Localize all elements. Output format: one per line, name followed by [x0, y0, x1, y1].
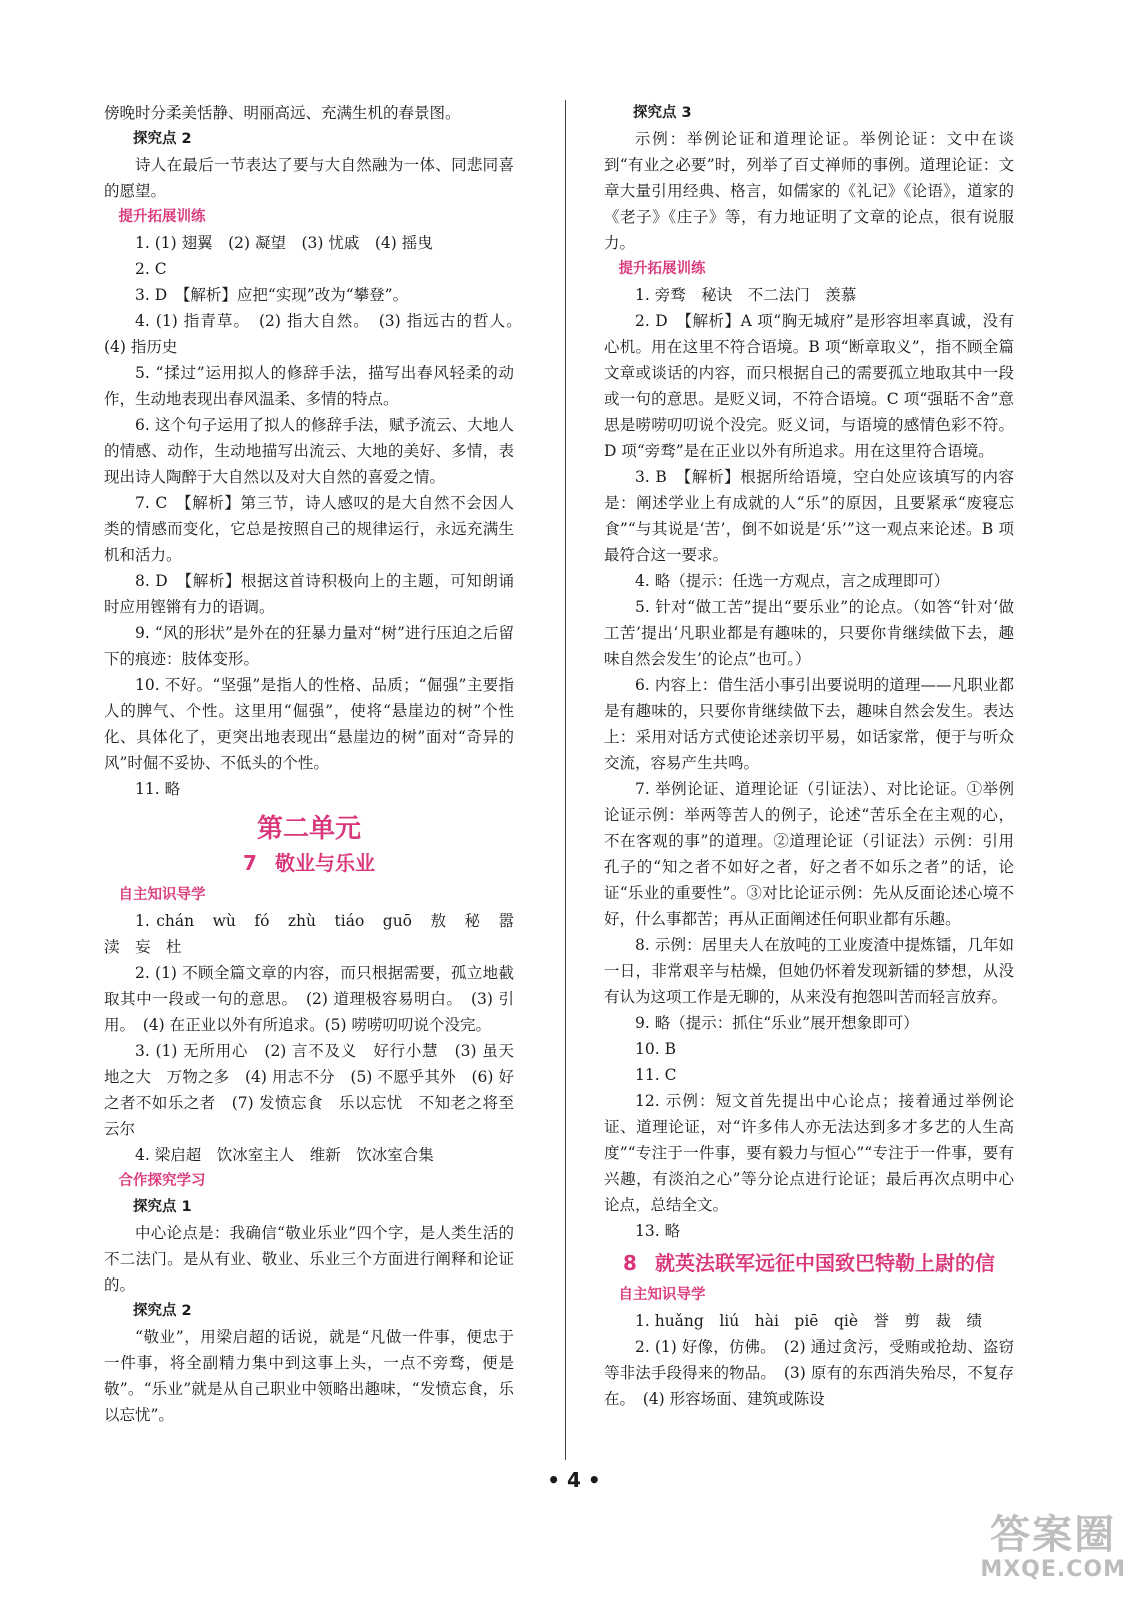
- answer-paragraph: 1. chán wù fó zhù tiáo guō 敖 秘 嚣 渎 妄 杜: [104, 912, 530, 956]
- answer-paragraph: 4. 梁启超 饮冰室主人 维新 饮冰室合集: [135, 1146, 434, 1164]
- answer-paragraph: 诗人在最后一节表达了要与大自然融为一体、同悲同喜的愿望。: [104, 156, 514, 200]
- answer-paragraph: 2. (1) 不顾全篇文章的内容，而只根据需要，孤立地截取其中一段或一句的意思。 (2) 道理极容易明白。 (3) 引用。 (4) 在正业以外有所追求。(5) 唠唠叨叨说个没完。: [104, 964, 514, 1034]
- section-heading: 提升拓展训练: [118, 209, 206, 225]
- watermark-logo: 答案圈: [990, 1512, 1117, 1558]
- page-number: • 4 •: [547, 1468, 601, 1492]
- right-column: [604, 100, 1014, 1412]
- answer-paragraph: 4. 略（提示：任选一方观点，言之成理即可）: [635, 572, 950, 590]
- section-heading: 提升拓展训练: [618, 261, 706, 277]
- answer-paragraph: 1. huǎng liú hài piē qiè 誉 剪 裁 绩: [635, 1312, 983, 1330]
- lesson-number: 8: [623, 1251, 637, 1275]
- lesson-number: 7: [243, 851, 257, 875]
- answer-paragraph: 1. 旁骛 秘诀 不二法门 羡慕: [635, 286, 857, 304]
- answer-paragraph: 6. 这个句子运用了拟人的修辞手法，赋予流云、大地人的情感、动作，生动地描写出流云、大地的美好、多情，表现出诗人陶醉于大自然以及对大自然的喜爱之情。: [104, 416, 514, 486]
- section-heading: 自主知识导学: [618, 1287, 706, 1303]
- column-divider: [565, 100, 566, 1460]
- answer-paragraph: 3. (1) 无所用心 (2) 言不及义 好行小慧 (3) 虽天地之大 万物之多 (4) 用志不分 (5) 不愿乎其外 (6) 好之者不如乐之者 (7) 发愤忘食 乐以忘忧 不知老之将至云尔: [104, 1042, 514, 1138]
- unit-title: 第二单元: [256, 814, 361, 844]
- section-heading: 合作探究学习: [118, 1173, 206, 1189]
- answer-paragraph: 11. 略: [135, 780, 181, 798]
- section-heading: 自主知识导学: [118, 887, 206, 903]
- answer-paragraph: 8. 示例：居里夫人在放吨的工业废渣中提炼镭，几年如一日，非常艰辛与枯燥，但她仍怀着发现新镭的梦想，从没有认为这项工作是无聊的，从来没有抱怨叫苦而轻言放弃。: [604, 936, 1014, 1006]
- answer-paragraph: 傍晚时分柔美恬静、明丽高远、充满生机的春景图。: [104, 104, 461, 122]
- answer-paragraph: 2. D 【解析】A 项“胸无城府”是形容坦率真诚，没有心机。用在这里不符合语境。B 项“断章取义”，指不顾全篇文章或谈话的内容，而只根据自己的需要孤立地取其中一段或一句的意思。是贬义词，不符合语境。C 项“强聒不舍”意思是唠唠叨叨说个没完。贬义词，与语境的感情色彩不符。D 项“旁骛”是在正业以外有所追求。用在这里符合语境。: [604, 312, 1014, 460]
- watermark-url: MXQE.COM: [980, 1557, 1126, 1582]
- lesson-title: [104, 848, 514, 878]
- answer-paragraph: 6. 内容上：借生活小事引出要说明的道理——凡职业都是有趣味的，只要你肯继续做下去，趣味自然会发生。表达上：采用对话方式使论述亲切平易，如话家常，便于与听众交流，容易产生共鸣。: [604, 676, 1014, 772]
- answer-paragraph: 7. 举例论证、道理论证（引证法）、对比论证。①举例论证示例：举两等苦人的例子，论述“苦乐全在主观的心，不在客观的事”的道理。②道理论证（引证法）示例：引用孔子的“知之者不如好之者，好之者不如乐之者”的话，论证“乐业的重要性”。③对比论证示例：先从反面论述心境不好，什么事都苦；再从正面阐述任何职业都有乐趣。: [604, 780, 1014, 928]
- watermark: [980, 1513, 1126, 1582]
- left-column: [104, 100, 530, 1428]
- answer-paragraph: 4. (1) 指青草。 (2) 指大自然。 (3) 指远古的哲人。 (4) 指历史: [104, 312, 530, 356]
- answer-paragraph: 8. D 【解析】根据这首诗积极向上的主题，可知朗诵时应用铿锵有力的语调。: [104, 572, 514, 616]
- answer-paragraph: 12. 示例：短文首先提出中心论点；接着通过举例论证、道理论证，对“许多伟人亦无法达到多才多艺的人生高度”“专注于一件事，要有毅力与恒心”“专注于一件事，要有兴趣，有淡泊之心”等分论点进行论证；最后再次点明中心论点，总结全文。: [604, 1092, 1014, 1214]
- answer-paragraph: 示例：举例论证和道理论证。举例论证：文中在谈到“有业之必要”时，列举了百丈禅师的事例。道理论证：文章大量引用经典、格言，如儒家的《礼记》《论语》，道家的《老子》《庄子》等，有力地证明了文章的论点，很有说服力。: [604, 130, 1014, 252]
- lesson-title: [604, 1248, 1014, 1278]
- answer-paragraph: 11. C: [635, 1066, 677, 1084]
- answer-paragraph: 9. 略（提示：抓住“乐业”展开想象即可）: [635, 1014, 919, 1032]
- explore-point-heading: 探究点 1: [133, 1199, 192, 1215]
- answer-paragraph: 7. C 【解析】第三节，诗人感叹的是大自然不会因人类的情感而变化，它总是按照自己的规律运行，永远充满生机和活力。: [104, 494, 514, 564]
- answer-paragraph: 1. (1) 翅翼 (2) 凝望 (3) 忧戚 (4) 摇曳: [135, 234, 433, 252]
- answer-paragraph: 中心论点是：我确信“敬业乐业”四个字，是人类生活的不二法门。是从有业、敬业、乐业三个方面进行阐释和论证的。: [104, 1224, 514, 1294]
- answer-paragraph: 2. C: [135, 260, 167, 278]
- explore-point-heading: 探究点 3: [633, 105, 692, 121]
- answer-paragraph: 9. “风的形状”是外在的狂暴力量对“树”进行压迫之后留下的痕迹：肢体变形。: [104, 624, 514, 668]
- answer-paragraph: 10. B: [635, 1040, 676, 1058]
- answer-paragraph: 3. D 【解析】应把“实现”改为“攀登”。: [135, 286, 409, 304]
- explore-point-heading: 探究点 2: [133, 1303, 192, 1319]
- answer-paragraph: 10. 不好。“坚强”是指人的性格、品质；“倔强”主要指人的脾气、个性。这里用“倔强”，使将“悬崖边的树”个性化、具体化了，更突出地表现出“悬崖边的树”面对“奇异的风”时倔不妥协、不低头的个性。: [104, 676, 514, 772]
- explore-point-heading: 探究点 2: [133, 131, 192, 147]
- answer-paragraph: 5. 针对“做工苦”提出“要乐业”的论点。（如答“针对‘做工苦’提出‘凡职业都是有趣味的，只要你肯继续做下去，趣味自然会发生’的论点”也可。）: [604, 598, 1014, 668]
- answer-paragraph: 2. (1) 好像，仿佛。 (2) 通过贪污，受贿或抢劫、盗窃等非法手段得来的物品。 (3) 原有的东西消失殆尽，不复存在。 (4) 形容场面、建筑或陈设: [604, 1338, 1014, 1408]
- lesson-name: 敬业与乐业: [274, 851, 375, 875]
- lesson-name: 就英法联军远征中国致巴特勒上尉的信: [654, 1251, 995, 1275]
- answer-paragraph: 5. “揉过”运用拟人的修辞手法，描写出春风轻柔的动作，生动地表现出春风温柔、多情的特点。: [104, 364, 514, 408]
- answer-paragraph: 13. 略: [635, 1222, 681, 1240]
- answer-paragraph: 3. B 【解析】根据所给语境，空白处应该填写的内容是：阐述学业上有成就的人“乐”的原因，且要紧承“废寝忘食”“与其说是‘苦’，倒不如说是‘乐’”这一观点来论述。B 项最符合这一要求。: [604, 468, 1014, 564]
- answer-paragraph: “敬业”，用梁启超的话说，就是“凡做一件事，便忠于一件事，将全副精力集中到这事上头，一点不旁骛，便是敬”。“乐业”就是从自己职业中领略出趣味，“发愤忘食，乐以忘忧”。: [104, 1328, 514, 1424]
